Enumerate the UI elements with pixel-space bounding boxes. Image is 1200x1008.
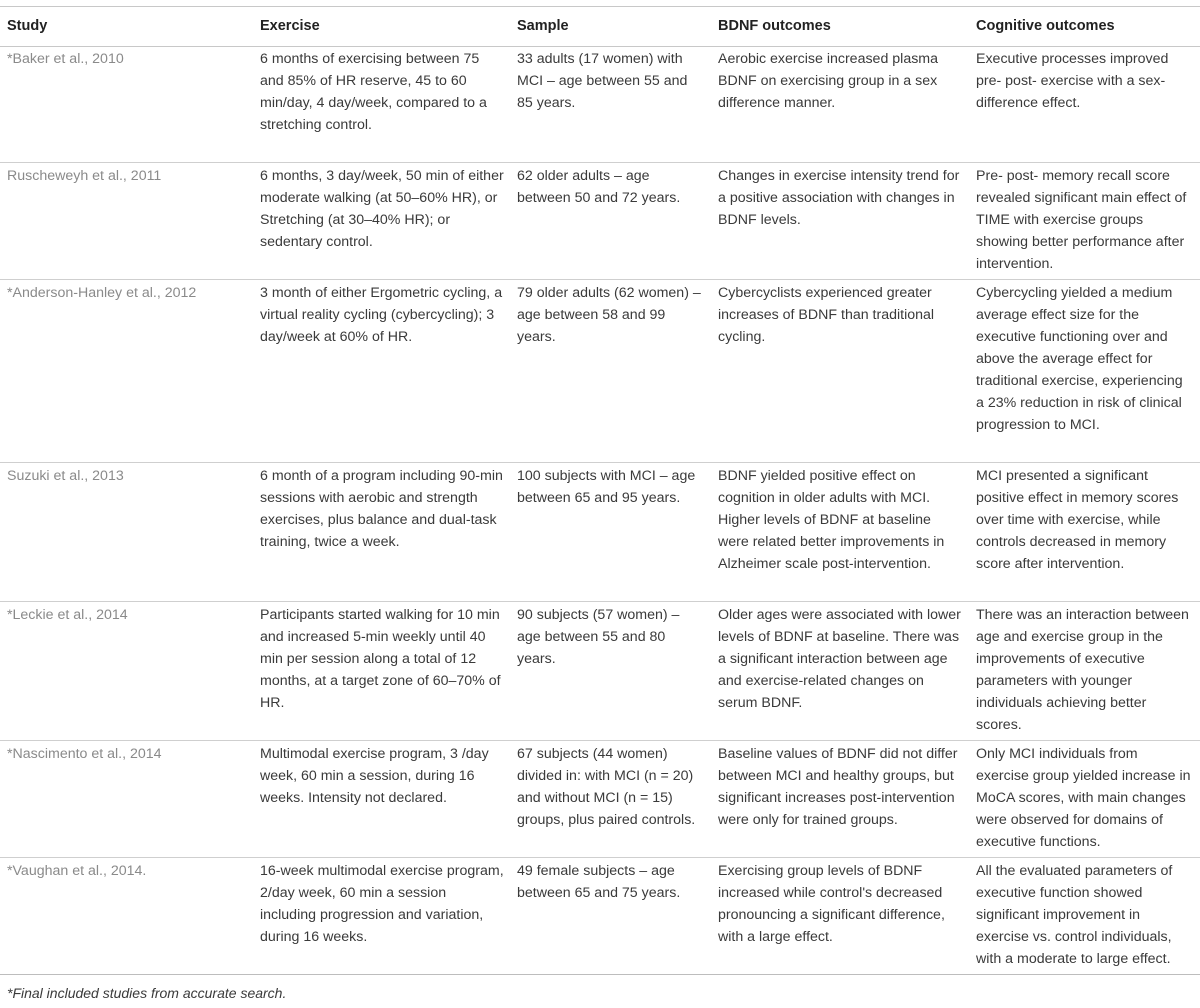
table-row: [0, 163, 1200, 280]
table-row: [0, 858, 1200, 975]
cell-bdnf: Older ages were associated with lower levels of BDNF at baseline. There was a significant interaction between age and exercise-related changes on serum BDNF.: [711, 602, 969, 741]
cell-exercise: 6 months of exercising between 75 and 85% of HR reserve, 45 to 60 min/day, 4 day/week, compared to a stretching control.: [253, 47, 510, 163]
cell-study: *Baker et al., 2010: [0, 47, 253, 163]
cell-cognitive: MCI presented a significant positive effect in memory scores over time with exercise, while controls decreased in memory score after intervention.: [969, 463, 1200, 602]
cell-bdnf: Changes in exercise intensity trend for a positive association with changes in BDNF levels.: [711, 163, 969, 280]
cell-cognitive: Cybercycling yielded a medium average effect size for the executive functioning over and above the average effect for traditional exercise, experiencing a 23% reduction in risk of clinical progression to MCI.: [969, 280, 1200, 463]
cell-sample: 79 older adults (62 women) – age between 58 and 99 years.: [510, 280, 711, 463]
table-row: [0, 280, 1200, 463]
cell-sample: 67 subjects (44 women) divided in: with MCI (n = 20) and without MCI (n = 15) groups, plus paired controls.: [510, 741, 711, 858]
header-sample: Sample: [510, 7, 711, 47]
cell-bdnf: Cybercyclists experienced greater increases of BDNF than traditional cycling.: [711, 280, 969, 463]
cell-cognitive: There was an interaction between age and exercise group in the improvements of executive parameters with younger individuals achieving better scores.: [969, 602, 1200, 741]
cell-cognitive: Only MCI individuals from exercise group yielded increase in MoCA scores, with main changes were observed for domains of executive functions.: [969, 741, 1200, 858]
cell-exercise: 16-week multimodal exercise program, 2/day week, 60 min a session including progression and variation, during 16 weeks.: [253, 858, 510, 975]
cell-sample: 33 adults (17 women) with MCI – age between 55 and 85 years.: [510, 47, 711, 163]
cell-sample: 62 older adults – age between 50 and 72 years.: [510, 163, 711, 280]
cell-study: *Anderson-Hanley et al., 2012: [0, 280, 253, 463]
cell-exercise: 6 month of a program including 90-min sessions with aerobic and strength exercises, plus balance and dual-task training, twice a week.: [253, 463, 510, 602]
cell-bdnf: Exercising group levels of BDNF increased while control's decreased pronouncing a significant difference, with a large effect.: [711, 858, 969, 975]
header-row: [0, 7, 1200, 47]
cell-sample: 49 female subjects – age between 65 and 75 years.: [510, 858, 711, 975]
table-row: [0, 602, 1200, 741]
cell-exercise: 3 month of either Ergometric cycling, a virtual reality cycling (cybercycling); 3 day/week at 60% of HR.: [253, 280, 510, 463]
cell-exercise: Multimodal exercise program, 3 /day week, 60 min a session, during 16 weeks. Intensity not declared.: [253, 741, 510, 858]
table-footnote: *Final included studies from accurate search.: [7, 985, 287, 1001]
header-bdnf-outcomes: BDNF outcomes: [711, 7, 969, 47]
table-row: [0, 47, 1200, 163]
table-body: [0, 47, 1200, 975]
cell-sample: 90 subjects (57 women) – age between 55 and 80 years.: [510, 602, 711, 741]
cell-study: *Leckie et al., 2014: [0, 602, 253, 741]
cell-sample: 100 subjects with MCI – age between 65 and 95 years.: [510, 463, 711, 602]
table-row: [0, 741, 1200, 858]
cell-exercise: Participants started walking for 10 min and increased 5-min weekly until 40 min per session along a total of 12 months, at a target zone of 60–70% of HR.: [253, 602, 510, 741]
cell-study: *Nascimento et al., 2014: [0, 741, 253, 858]
cell-bdnf: BDNF yielded positive effect on cognition in older adults with MCI. Higher levels of BDNF at baseline were related better improvements in Alzheimer scale post-intervention.: [711, 463, 969, 602]
cell-study: Suzuki et al., 2013: [0, 463, 253, 602]
cell-study: *Vaughan et al., 2014.: [0, 858, 253, 975]
cell-exercise: 6 months, 3 day/week, 50 min of either moderate walking (at 50–60% HR), or Stretching (at 30–40% HR); or sedentary control.: [253, 163, 510, 280]
header-cognitive-outcomes: Cognitive outcomes: [969, 7, 1200, 47]
cell-cognitive: Pre- post- memory recall score revealed significant main effect of TIME with exercise groups showing better performance after intervention.: [969, 163, 1200, 280]
header-study: Study: [0, 7, 253, 47]
cell-bdnf: Baseline values of BDNF did not differ between MCI and healthy groups, but significant increases post-intervention were only for trained groups.: [711, 741, 969, 858]
cell-study: Ruscheweyh et al., 2011: [0, 163, 253, 280]
table-header: [0, 7, 1200, 47]
cell-bdnf: Aerobic exercise increased plasma BDNF on exercising group in a sex difference manner.: [711, 47, 969, 163]
cell-cognitive: All the evaluated parameters of executive function showed significant improvement in exercise vs. control individuals, with a moderate to large effect.: [969, 858, 1200, 975]
header-exercise: Exercise: [253, 7, 510, 47]
studies-table: [0, 7, 1200, 975]
cell-cognitive: Executive processes improved pre- post- exercise with a sex-difference effect.: [969, 47, 1200, 163]
table-row: [0, 463, 1200, 602]
